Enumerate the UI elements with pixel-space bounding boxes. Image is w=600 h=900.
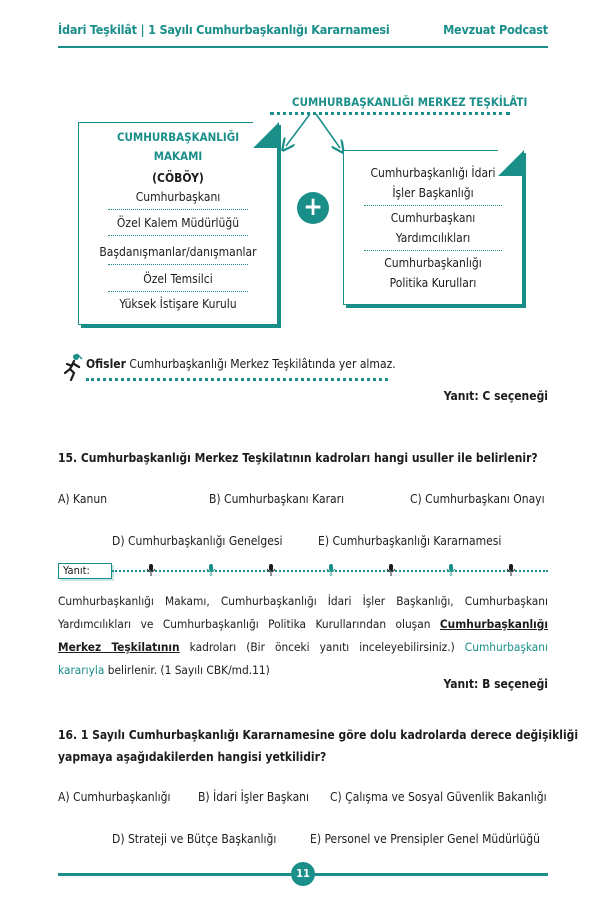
card-separator bbox=[108, 291, 248, 292]
folded-corner-icon bbox=[498, 150, 524, 176]
q16-option-c[interactable]: C) Çalışma ve Sosyal Güvenlik Bakanlığı bbox=[330, 790, 547, 804]
microphone-icon bbox=[446, 564, 456, 576]
card-units-item: Cumhurbaşkanı bbox=[390, 211, 476, 225]
header-divider bbox=[58, 46, 548, 48]
note-bold: Ofisler bbox=[86, 357, 126, 371]
q15-explanation bbox=[58, 590, 548, 682]
folded-corner-icon bbox=[253, 122, 279, 148]
q15-option-a[interactable]: A) Kanun bbox=[58, 492, 108, 506]
yanit-label-box: Yanıt: bbox=[58, 563, 112, 579]
q15-option-b[interactable]: B) Cumhurbaşkanı Kararı bbox=[209, 492, 345, 506]
explanation-text: kadroları (Bir önceki yanıtı inceleyebilirsiniz.) bbox=[179, 640, 465, 654]
diagram-title: CUMHURBAŞKANLIĞI MERKEZ TEŞKİLÂTI bbox=[292, 95, 528, 109]
answer-q15: Yanıt: B seçeneği bbox=[443, 677, 548, 691]
q16-option-d[interactable]: D) Strateji ve Bütçe Başkanlığı bbox=[112, 832, 277, 846]
card-makam-heading-1: CUMHURBAŞKANLIĞI bbox=[116, 130, 240, 144]
card-units bbox=[343, 150, 523, 305]
card-separator bbox=[108, 209, 248, 210]
explanation-text: Cumhurbaşkanlığı Makamı, Cumhurbaşkanlığı İdari İşler Başkanlığı, Cumhurbaşkanı Yardımcılıkları ve Cumhurbaşkanlığı Politika Kurullarından oluşan bbox=[58, 594, 548, 631]
microphone-icon bbox=[506, 564, 516, 576]
question-16-line-2: yapmaya aşağıdakilerden hangisi yetkilidir? bbox=[58, 750, 327, 764]
page-number: 11 bbox=[291, 862, 315, 886]
answer-previous: Yanıt: C seçeneği bbox=[443, 389, 548, 403]
note-text bbox=[86, 357, 396, 371]
card-makam-item: Cumhurbaşkanı bbox=[135, 190, 221, 204]
footer-line-left bbox=[58, 873, 291, 876]
q15-option-c[interactable]: C) Cumhurbaşkanı Onayı bbox=[410, 492, 545, 506]
card-makam-abbreviation: (CÖBÖY) bbox=[152, 171, 204, 185]
card-separator bbox=[108, 264, 248, 265]
q15-option-d[interactable]: D) Cumhurbaşkanlığı Genelgesi bbox=[112, 534, 283, 548]
card-makam-item: Başdanışmanlar/danışmanlar bbox=[99, 245, 257, 259]
runner-note-icon bbox=[62, 353, 84, 381]
footer-line-right bbox=[315, 873, 548, 876]
card-makam-item: Özel Temsilci bbox=[143, 272, 213, 286]
card-makam-heading-2: MAKAMI bbox=[153, 149, 203, 163]
card-makam bbox=[78, 122, 278, 325]
microphone-icon bbox=[326, 564, 336, 576]
card-units-item: Cumhurbaşkanlığı İdari bbox=[370, 166, 496, 180]
explanation-highlight: Cumhurbaşkanı kararıyla bbox=[58, 640, 548, 677]
arrow-right bbox=[316, 114, 340, 148]
card-units-item: Cumhurbaşkanlığı bbox=[384, 256, 482, 270]
microphone-icon bbox=[146, 564, 156, 576]
card-separator bbox=[364, 250, 502, 251]
arrow-left bbox=[286, 114, 310, 146]
explanation-text: belirlenir. (1 Sayılı CBK/md.11) bbox=[104, 663, 270, 677]
q16-option-b[interactable]: B) İdari İşler Başkanı bbox=[198, 790, 310, 804]
q16-option-e[interactable]: E) Personel ve Prensipler Genel Müdürlüğü bbox=[310, 832, 540, 846]
card-makam-item: Özel Kalem Müdürlüğü bbox=[116, 216, 240, 230]
card-units-item: Yardımcılıkları bbox=[395, 231, 471, 245]
header-brand: Mevzuat Podcast bbox=[443, 22, 548, 37]
note-body: Cumhurbaşkanlığı Merkez Teşkilâtında yer almaz. bbox=[125, 357, 396, 371]
plus-icon: + bbox=[297, 192, 329, 224]
card-units-item: İşler Başkanlığı bbox=[392, 186, 474, 200]
microphone-icon bbox=[266, 564, 276, 576]
header-title: İdari Teşkilât | 1 Sayılı Cumhurbaşkanlığı Kararnamesi bbox=[58, 22, 390, 37]
microphone-icon bbox=[206, 564, 216, 576]
question-16-line-1: 16. 1 Sayılı Cumhurbaşkanlığı Kararnamesine göre dolu kadrolarda derece değişikliği bbox=[58, 728, 579, 742]
card-units-item: Politika Kurulları bbox=[389, 276, 477, 290]
card-separator bbox=[364, 205, 502, 206]
explanation-underlined: Cumhurbaşkanlığı Merkez Teşkilatının bbox=[58, 617, 548, 654]
q15-option-e[interactable]: E) Cumhurbaşkanlığı Kararnamesi bbox=[318, 534, 502, 548]
note-dotted-line bbox=[86, 378, 388, 381]
card-separator bbox=[108, 235, 248, 236]
card-makam-item: Yüksek İstişare Kurulu bbox=[119, 297, 237, 311]
microphone-icon bbox=[386, 564, 396, 576]
question-15: 15. Cumhurbaşkanlığı Merkez Teşkilatının kadroları hangi usuller ile belirlenir? bbox=[58, 451, 538, 465]
q16-option-a[interactable]: A) Cumhurbaşkanlığı bbox=[58, 790, 171, 804]
